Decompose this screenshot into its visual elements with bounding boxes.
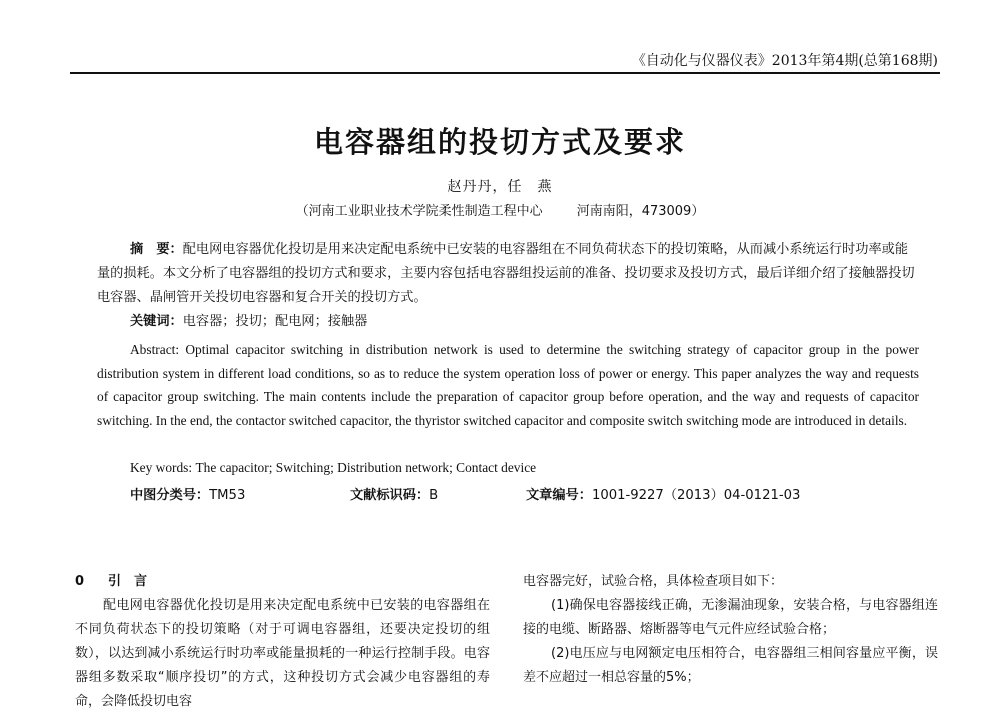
intro-paragraph: 配电网电容器优化投切是用来决定配电系统中已安装的电容器组在不同负荷状态下的投切策略（对于可调电容器组，还要决定投切的组数），以达到减小系统运行时功率或能量损耗的一种运行控制手段。电容器组多数采取“顺序投切”的方式，这种投切方式会减少电容器组的寿命，会降低投切电容 — [75, 598, 490, 709]
body-column-left — [75, 570, 490, 714]
author-line: 赵丹丹，任 燕 — [447, 179, 553, 195]
article-number: 文章编号：1001-9227（2013）04-0121-03 — [526, 488, 801, 503]
journal-header: 《自动化与仪器仪表》2013年第4期(总第168期) — [631, 53, 938, 69]
affiliation-org: （河南工业职业技术学院柔性制造工程中心 — [295, 204, 543, 219]
section-title: 引 言 — [108, 574, 148, 589]
check-intro: 电容器完好，试验合格，具体检查项目如下： — [523, 574, 784, 589]
abstract-english-text: Optimal capacitor switching in distribution network is used to determine the switching strategy of capacitor group in the power distribution system in different load conditions, so as to reduce the system operation loss of power or energy. This paper analyzes the way and requests of capacitor group switching. The main contents include the preparation of capacitor group before operation, and the way and requests of capacitor switching. In the end, the contactor switched capacitor, the thyristor switched capacitor and composite switch switching mode are introduced in details. — [97, 342, 919, 428]
section-number: 0 — [75, 574, 85, 589]
abstract-chinese-text: 配电网电容器优化投切是用来决定配电系统中已安装的电容器组在不同负荷状态下的投切策略，从而减小系统运行时功率或能量的损耗。本文分析了电容器组的投切方式和要求，主要内容包括电容器组投运前的准备、投切要求及投切方式，最后详细介绍了接触器投切电容器、晶闸管开关投切电容器和复合开关的投切方式。 — [97, 242, 915, 305]
document-code: 文献标识码：B — [350, 488, 439, 503]
affiliation-location: 河南南阳，473009） — [576, 204, 705, 219]
check-item-1: (1)确保电容器接线正确，无渗漏油现象，安装合格，与电容器组连接的电缆、断路器、熔断器等电气元件应经试验合格； — [523, 598, 938, 637]
keywords-chinese-text: 电容器；投切；配电网；接触器 — [182, 314, 368, 329]
keywords-chinese — [130, 310, 910, 334]
body-column-right — [523, 570, 938, 690]
check-item-2: (2)电压应与电网额定电压相符合，电容器组三相间容量应平衡，误差不应超过一相总容量的5%； — [523, 646, 938, 685]
abstract-english-label: Abstract: — [130, 342, 180, 357]
clc-number: 中图分类号：TM53 — [130, 488, 246, 503]
header-divider — [70, 72, 940, 74]
keywords-english-text: The capacitor; Switching; Distribution network; Contact device — [195, 460, 537, 475]
abstract-chinese — [97, 238, 919, 310]
abstract-chinese-label: 摘 要： — [130, 242, 183, 257]
section-heading — [75, 570, 490, 594]
affiliation-line — [0, 200, 1000, 219]
article-title: 电容器组的投切方式及要求 — [313, 125, 686, 159]
abstract-english — [97, 338, 919, 432]
keywords-chinese-label: 关键词： — [130, 314, 183, 329]
keywords-english-label: Key words: — [130, 460, 193, 475]
keywords-english — [130, 460, 536, 476]
